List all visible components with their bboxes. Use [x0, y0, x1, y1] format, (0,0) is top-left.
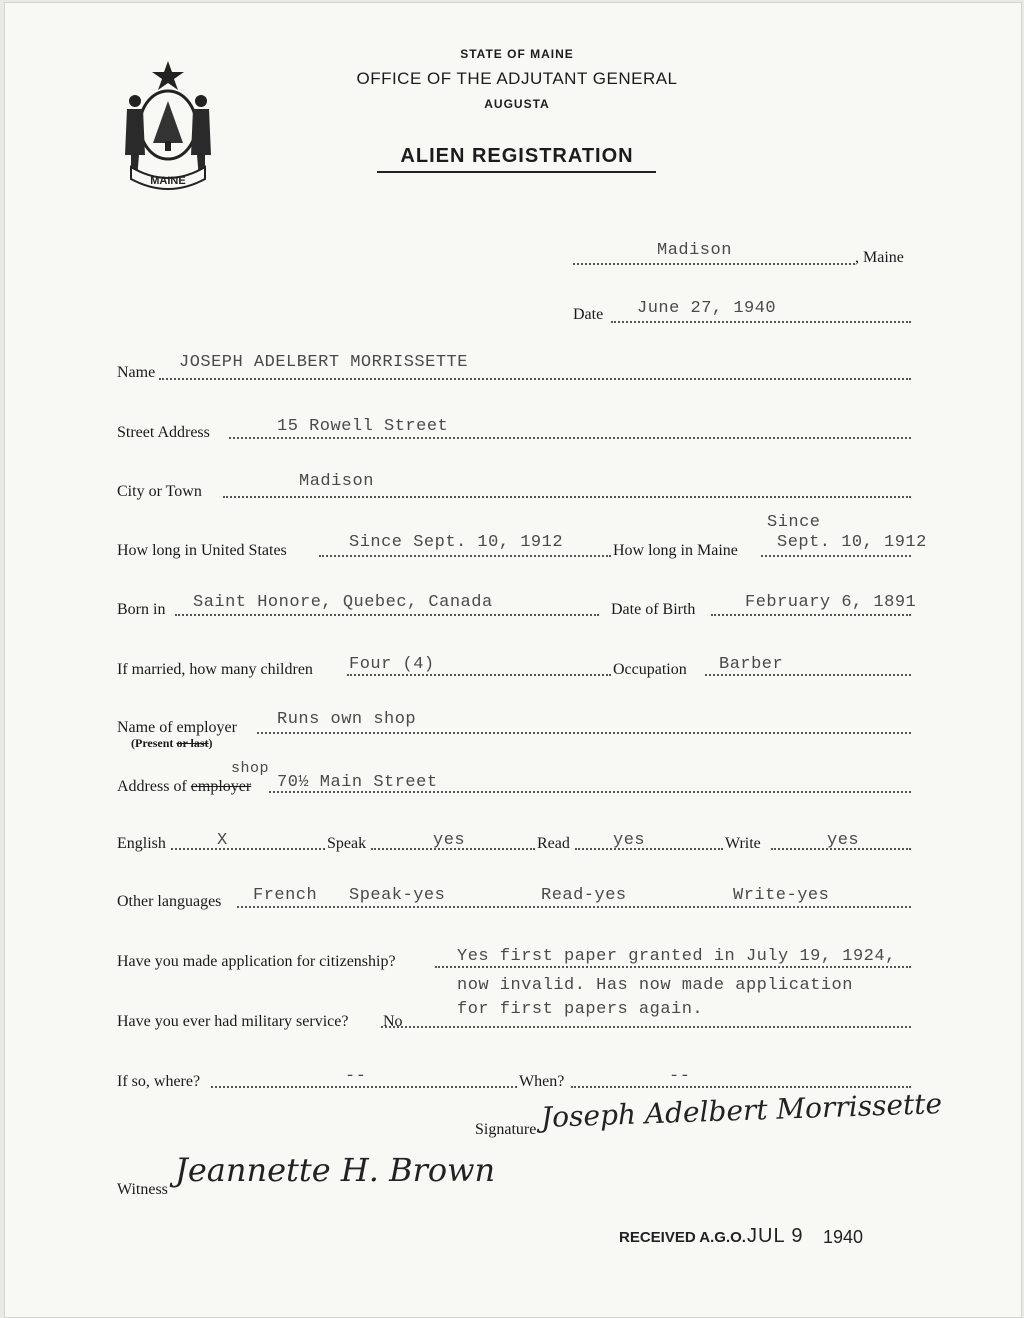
occupation-value: Barber	[719, 655, 784, 674]
other-languages-line	[237, 906, 911, 908]
svg-text:MAINE: MAINE	[150, 175, 186, 187]
write-value: yes	[827, 831, 860, 850]
city-value: Madison	[299, 472, 374, 491]
us-label: How long in United States	[117, 542, 287, 559]
where-label: If so, where?	[117, 1073, 201, 1090]
employer-label: Name of employer	[117, 719, 237, 736]
military-label: Have you ever had military service?	[117, 1013, 349, 1030]
other-speak-value: Speak-yes	[349, 886, 446, 905]
office-heading: OFFICE OF THE ADJUTANT GENERAL	[356, 69, 678, 88]
city-line	[223, 496, 911, 498]
citizenship-line-1: Yes first paper granted in July 19, 1924,	[457, 947, 896, 966]
other-language-value: French	[253, 886, 318, 905]
dob-value: February 6, 1891	[745, 593, 917, 612]
children-label: If married, how many children	[117, 661, 313, 678]
citizenship-label: Have you made application for citizenship?	[117, 953, 396, 970]
date-label: Date	[573, 306, 604, 323]
english-label: English	[117, 835, 166, 852]
born-label: Born in	[117, 601, 166, 618]
when-label: When?	[519, 1073, 565, 1090]
name-value: JOSEPH ADELBERT MORRISSETTE	[179, 353, 468, 372]
citizenship-line-3: for first papers again.	[457, 1000, 704, 1019]
citizenship-line	[435, 966, 911, 968]
received-stamp-label: RECEIVED A.G.O.	[619, 1229, 746, 1246]
military-line	[381, 1026, 911, 1028]
name-line	[159, 378, 911, 380]
name-label: Name	[117, 364, 156, 381]
us-value: Since Sept. 10, 1912	[349, 533, 564, 552]
citizenship-line-2: now invalid. Has now made application	[457, 976, 853, 995]
children-value: Four (4)	[349, 655, 435, 674]
received-stamp-year: 1940	[823, 1227, 864, 1247]
address-label: Address of employer	[117, 778, 252, 795]
witness-label: Witness	[117, 1181, 168, 1198]
children-line	[347, 674, 611, 676]
employer-value: Runs own shop	[277, 710, 417, 729]
address-insert: shop	[231, 760, 270, 777]
street-line	[229, 437, 911, 439]
employer-line	[257, 732, 911, 734]
other-read-value: Read-yes	[541, 886, 627, 905]
where-line	[211, 1086, 517, 1088]
received-stamp-date: JUL 9	[747, 1225, 804, 1247]
english-value: X	[217, 831, 228, 850]
maine-since: Since	[767, 513, 821, 532]
signature: Joseph Adelbert Morrissette	[540, 1087, 943, 1134]
dob-label: Date of Birth	[611, 601, 696, 618]
city-heading: AUGUSTA	[484, 97, 550, 111]
read-line	[575, 848, 723, 850]
maine-line	[761, 555, 911, 557]
city-label: City or Town	[117, 483, 202, 500]
date-value: June 27, 1940	[637, 299, 777, 318]
other-languages-label: Other languages	[117, 893, 222, 910]
maine-value: Sept. 10, 1912	[777, 533, 927, 552]
employer-sublabel: (Present or last)	[131, 736, 213, 750]
form-sheet	[4, 2, 1022, 1318]
us-line	[319, 555, 611, 557]
street-label: Street Address	[117, 424, 210, 441]
state-heading: STATE OF MAINE	[460, 47, 574, 61]
place-line	[573, 263, 855, 265]
other-write-value: Write-yes	[733, 886, 830, 905]
occupation-label: Occupation	[613, 661, 687, 678]
address-value: 70½ Main Street	[277, 773, 438, 792]
where-value: --	[345, 1067, 367, 1086]
date-line	[611, 321, 911, 323]
speak-value: yes	[433, 831, 466, 850]
military-value: No	[383, 1013, 403, 1030]
born-value: Saint Honore, Quebec, Canada	[193, 593, 493, 612]
maine-label: How long in Maine	[613, 542, 738, 559]
signature-label: Signature	[475, 1121, 537, 1138]
write-label: Write	[725, 835, 761, 852]
speak-label: Speak	[327, 835, 367, 852]
read-value: yes	[613, 831, 646, 850]
read-label: Read	[537, 835, 570, 852]
place-suffix: , Maine	[855, 249, 904, 266]
when-value: --	[669, 1067, 691, 1086]
witness-signature: Jeannette H. Brown	[175, 1151, 496, 1189]
street-value: 15 Rowell Street	[277, 417, 449, 436]
english-line	[171, 848, 325, 850]
title-underline	[377, 171, 656, 173]
occupation-line	[705, 674, 911, 676]
when-line	[571, 1086, 911, 1088]
form-title: ALIEN REGISTRATION	[400, 145, 634, 167]
dob-line	[711, 614, 911, 616]
place-value: Madison	[657, 241, 732, 260]
born-line	[175, 614, 599, 616]
